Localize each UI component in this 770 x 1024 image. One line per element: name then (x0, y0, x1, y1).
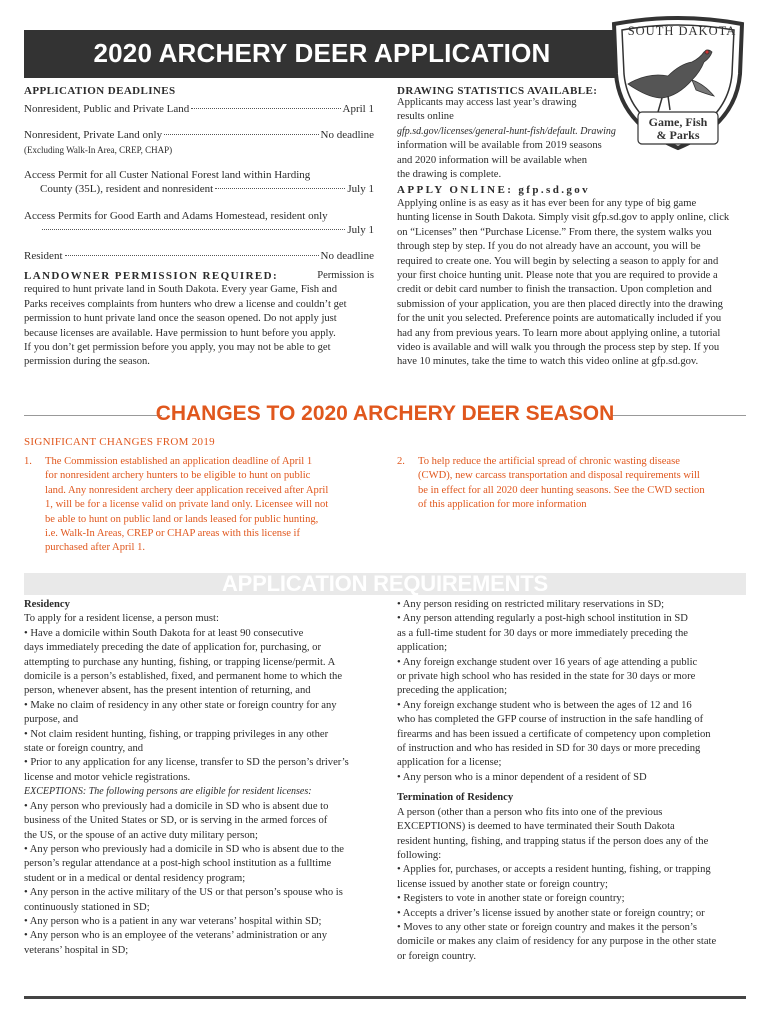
resident-label: Resident (24, 250, 63, 262)
apply-line: credit or debit card number to finish the transaction. Upon completion and (397, 284, 712, 296)
footer-rule (24, 996, 746, 999)
deadlines-heading: APPLICATION DEADLINES (24, 85, 176, 97)
change-line: The Commission established an application deadline of April 1 (45, 456, 313, 467)
change-line: be able to hunt on public land or lands leased for public hunting, (45, 513, 319, 525)
custer-line1: Access Permit for all Custer National Forest land within Harding (24, 169, 311, 181)
drawing-heading: DRAWING STATISTICS AVAILABLE: (397, 85, 598, 97)
requirement-line: • Any person who is a minor dependent of a resident of SD (397, 771, 647, 783)
requirement-line: firearms and has been issued a certificate of competency upon completion (397, 728, 711, 740)
exception-line: business of the United States or SD, or is serving in the armed forces of (24, 815, 328, 827)
apply-line: through step by step. If you do not already have an account, you will be (397, 241, 701, 253)
residency-line: attempting to purchase any hunting, fishing, or trapping license/permit. A (24, 656, 336, 668)
goodearth-value: July 1 (347, 224, 374, 236)
residency-line: state or foreign country, and (24, 743, 144, 755)
residency-line: license and motor vehicle registrations. (24, 771, 191, 783)
drawing-line: and 2020 information will be available when (397, 154, 588, 166)
deadline-value: No deadline (320, 129, 374, 141)
deadline-label: Nonresident, Private Land only (24, 129, 163, 141)
termination-line: resident hunting, fishing, and trapping status if the person does any of the (397, 835, 709, 847)
apply-line: your first choice hunting unit. Please note that you are required to provide a (397, 270, 718, 282)
landowner-line: because licenses are available. Have permission to hunt before you apply. (24, 327, 336, 339)
apply-line: hunting license in South Dakota. Simply visit gfp.sd.gov to apply online, click (397, 212, 730, 224)
drawing-line: Applicants may access last year’s drawing (397, 97, 577, 108)
termination-line: domicile or makes any claim of residency for any purpose in the other state (397, 936, 717, 948)
logo-state-name: SOUTH DAKOTA (627, 24, 737, 38)
deadline-value: April 1 (342, 103, 374, 115)
changes-title: CHANGES TO 2020 ARCHERY DEER SEASON (155, 402, 615, 425)
custer-value: July 1 (347, 183, 374, 195)
change-line: of this application for more information (418, 499, 587, 511)
landowner-line: Permission is (317, 270, 374, 281)
residency-line: • Not claim resident hunting, fishing, or trapping privileges in any other (24, 728, 329, 740)
drawing-line: information will be available from 2019 seasons (397, 140, 602, 152)
landowner-block (24, 269, 374, 370)
apply-line: on “Licenses” then “Purchase License.” From there, the system walks you (397, 226, 712, 238)
deadline-label: Nonresident, Public and Private Land (24, 103, 190, 115)
requirement-line: or private high school who has resided in the state for 30 days or more (397, 671, 696, 683)
requirements-right-block (397, 598, 749, 964)
drawing-block (397, 96, 627, 182)
change-item-1 (24, 455, 374, 556)
change-item-2 (397, 455, 747, 513)
change-item-number: 1. (24, 456, 32, 467)
change-line: land. Any nonresident archery deer application received after April (45, 484, 329, 496)
landowner-line: Parks receives complaints from hunters who drew a license and couldn’t get (24, 298, 347, 310)
deadline-row (24, 128, 374, 142)
header-rule (24, 76, 620, 78)
residency-block (24, 598, 380, 958)
requirement-line: of instruction and who has resided in SD for 30 days or more preceding (397, 743, 701, 755)
change-line: 1, will be for a license valid on private land only. Licensee will not (45, 499, 329, 511)
change-line: purchased after April 1. (45, 542, 146, 554)
goodearth-row (40, 223, 374, 237)
requirement-line: preceding the application; (397, 685, 508, 697)
requirements-title: APPLICATION REQUIREMENTS (221, 571, 549, 596)
requirement-line: who has completed the GFP course of instruction in the safe handling of (397, 714, 704, 726)
change-item-number: 2. (397, 456, 405, 467)
deadline-note: (Excluding Walk-In Area, CREP, CHAP) (24, 145, 173, 155)
apply-line: submission of your application, you are then placed directly into the drawing (397, 298, 723, 310)
landowner-heading: LANDOWNER PERMISSION REQUIRED: (24, 270, 279, 282)
deadline-row (24, 102, 374, 116)
residency-line: person, whenever absent, has the present intention of returning, and (24, 685, 311, 697)
drawing-line: the drawing is complete. (397, 169, 502, 181)
termination-line: license issued by another state or foreign country; (397, 878, 608, 890)
requirement-line: • Any person residing on restricted military reservations in SD; (397, 599, 665, 610)
exception-line: • Any person who previously had a domicile in SD who is absent due to (24, 800, 329, 812)
requirement-line: • Any person attending regularly a post-high school institution in SD (397, 613, 688, 625)
changes-subheading: SIGNIFICANT CHANGES FROM 2019 (24, 436, 215, 448)
exceptions-heading: EXCEPTIONS: The following persons are eligible for resident licenses: (24, 786, 312, 798)
apply-line: required to create one. You will begin by selecting a season to apply for and (397, 255, 719, 267)
custer-row (40, 182, 374, 196)
exception-line: • Any person who is a patient in any war veterans’ hospital within SD; (24, 915, 322, 927)
residency-line: purpose, and (24, 714, 79, 726)
termination-heading: Termination of Residency (397, 792, 514, 804)
apply-online-heading: APPLY ONLINE: gfp.sd.gov (397, 184, 591, 196)
exception-line: student or in a medical or dental residency program; (24, 872, 246, 884)
apply-line: had any from previous years. To learn more about applying online, a tutorial (397, 327, 721, 339)
apply-line: Applying online is as easy as it has ever been for any type of big game (397, 198, 697, 209)
exception-line: person’s regular attendance at a post-high school institution as a fulltime (24, 858, 332, 870)
landowner-line: permission to hunt private land once the season opened. Do not apply just (24, 313, 337, 325)
termination-line: A person (other than a person who fits into one of the previous (397, 806, 663, 818)
logo-agency-line2: & Parks (656, 128, 700, 142)
requirement-line: • Any foreign exchange student who is between the ages of 12 and 16 (397, 699, 692, 711)
change-line: for nonresident archery hunters to be eligible to hunt on public (45, 470, 311, 482)
landowner-line: permission during the season. (24, 356, 150, 368)
termination-line: following: (397, 849, 442, 861)
apply-line: for the unit you selected. Preference points are automatically included if you (397, 313, 722, 325)
requirement-line: • Any foreign exchange student over 16 years of age attending a public (397, 656, 698, 668)
residency-line: • Prior to any application for any license, transfer to SD the person’s driver’s (24, 757, 349, 769)
termination-line: • Applies for, purchases, or accepts a resident hunting, fishing, or trapping (397, 864, 711, 876)
residency-line: days immediately preceding the date of application for, purchasing, or (24, 642, 321, 654)
termination-line: EXCEPTIONS) is deemed to have terminated their South Dakota (397, 821, 675, 833)
apply-online-block (397, 197, 747, 370)
requirement-line: application for a license; (397, 757, 502, 769)
apply-line: video is available and will walk you through the process step by step. If you (397, 342, 720, 354)
logo-agency-line1: Game, Fish (648, 115, 708, 129)
residency-line: • Make no claim of residency in any other state or foreign country for any (24, 699, 337, 711)
apply-line: have 10 minutes, take the time to watch this video online at gfp.sd.gov. (397, 356, 699, 368)
requirement-line: as a full-time student for 30 days or more immediately preceding the (397, 627, 688, 639)
exception-line: • Any person who previously had a domicile in SD who is absent due to the (24, 843, 345, 855)
change-line: i.e. Walk-In Areas, CREP or CHAP areas with this license if (45, 528, 301, 540)
resident-value: No deadline (320, 250, 374, 262)
termination-line: • Moves to any other state or foreign country and makes it the person’s (397, 921, 697, 933)
page-title: 2020 ARCHERY DEER APPLICATION (93, 38, 551, 68)
termination-line: • Registers to vote in another state or foreign country; (397, 893, 625, 905)
exception-line: the US, or the spouse of an active duty military person; (24, 829, 258, 841)
exception-line: continuously stationed in SD; (24, 901, 150, 913)
goodearth-line1: Access Permits for Good Earth and Adams Homestead, resident only (24, 210, 328, 222)
change-line: be in effect for all 2020 deer hunting seasons. See the CWD section (418, 484, 705, 496)
residency-heading: Residency (24, 599, 70, 610)
residency-line: To apply for a resident license, a person must: (24, 613, 219, 625)
custer-line2: County (35L), resident and nonresident (40, 183, 214, 195)
termination-line: or foreign country. (397, 950, 477, 962)
change-line: (CWD), new carcass transportation and disposal requirements will (418, 470, 700, 482)
requirement-line: application; (397, 642, 448, 654)
drawing-link[interactable]: gfp.sd.gov/licenses/general-hunt-fish/default. Drawing (397, 125, 616, 137)
exception-line: • Any person in the active military of the US or that person’s spouse who is (24, 887, 343, 899)
gfp-logo (608, 14, 748, 152)
exception-line: veterans’ hospital in SD; (24, 944, 129, 956)
residency-line: domicile is a person’s established, fixed, and permanent home to which the (24, 671, 343, 683)
termination-line: • Accepts a driver’s license issued by another state or foreign country; or (397, 907, 705, 919)
landowner-line: If you don’t get permission before you apply, you may not be able to get (24, 342, 331, 354)
landowner-line: required to hunt private land in South Dakota. Every year Game, Fish and (24, 284, 338, 296)
drawing-line: results online (397, 111, 454, 123)
exception-line: • Any person who is an employee of the veterans’ administration or any (24, 930, 328, 942)
change-line: To help reduce the artificial spread of chronic wasting disease (418, 456, 680, 467)
residency-line: • Have a domicile within South Dakota for at least 90 consecutive (24, 627, 304, 639)
resident-row (24, 249, 374, 263)
